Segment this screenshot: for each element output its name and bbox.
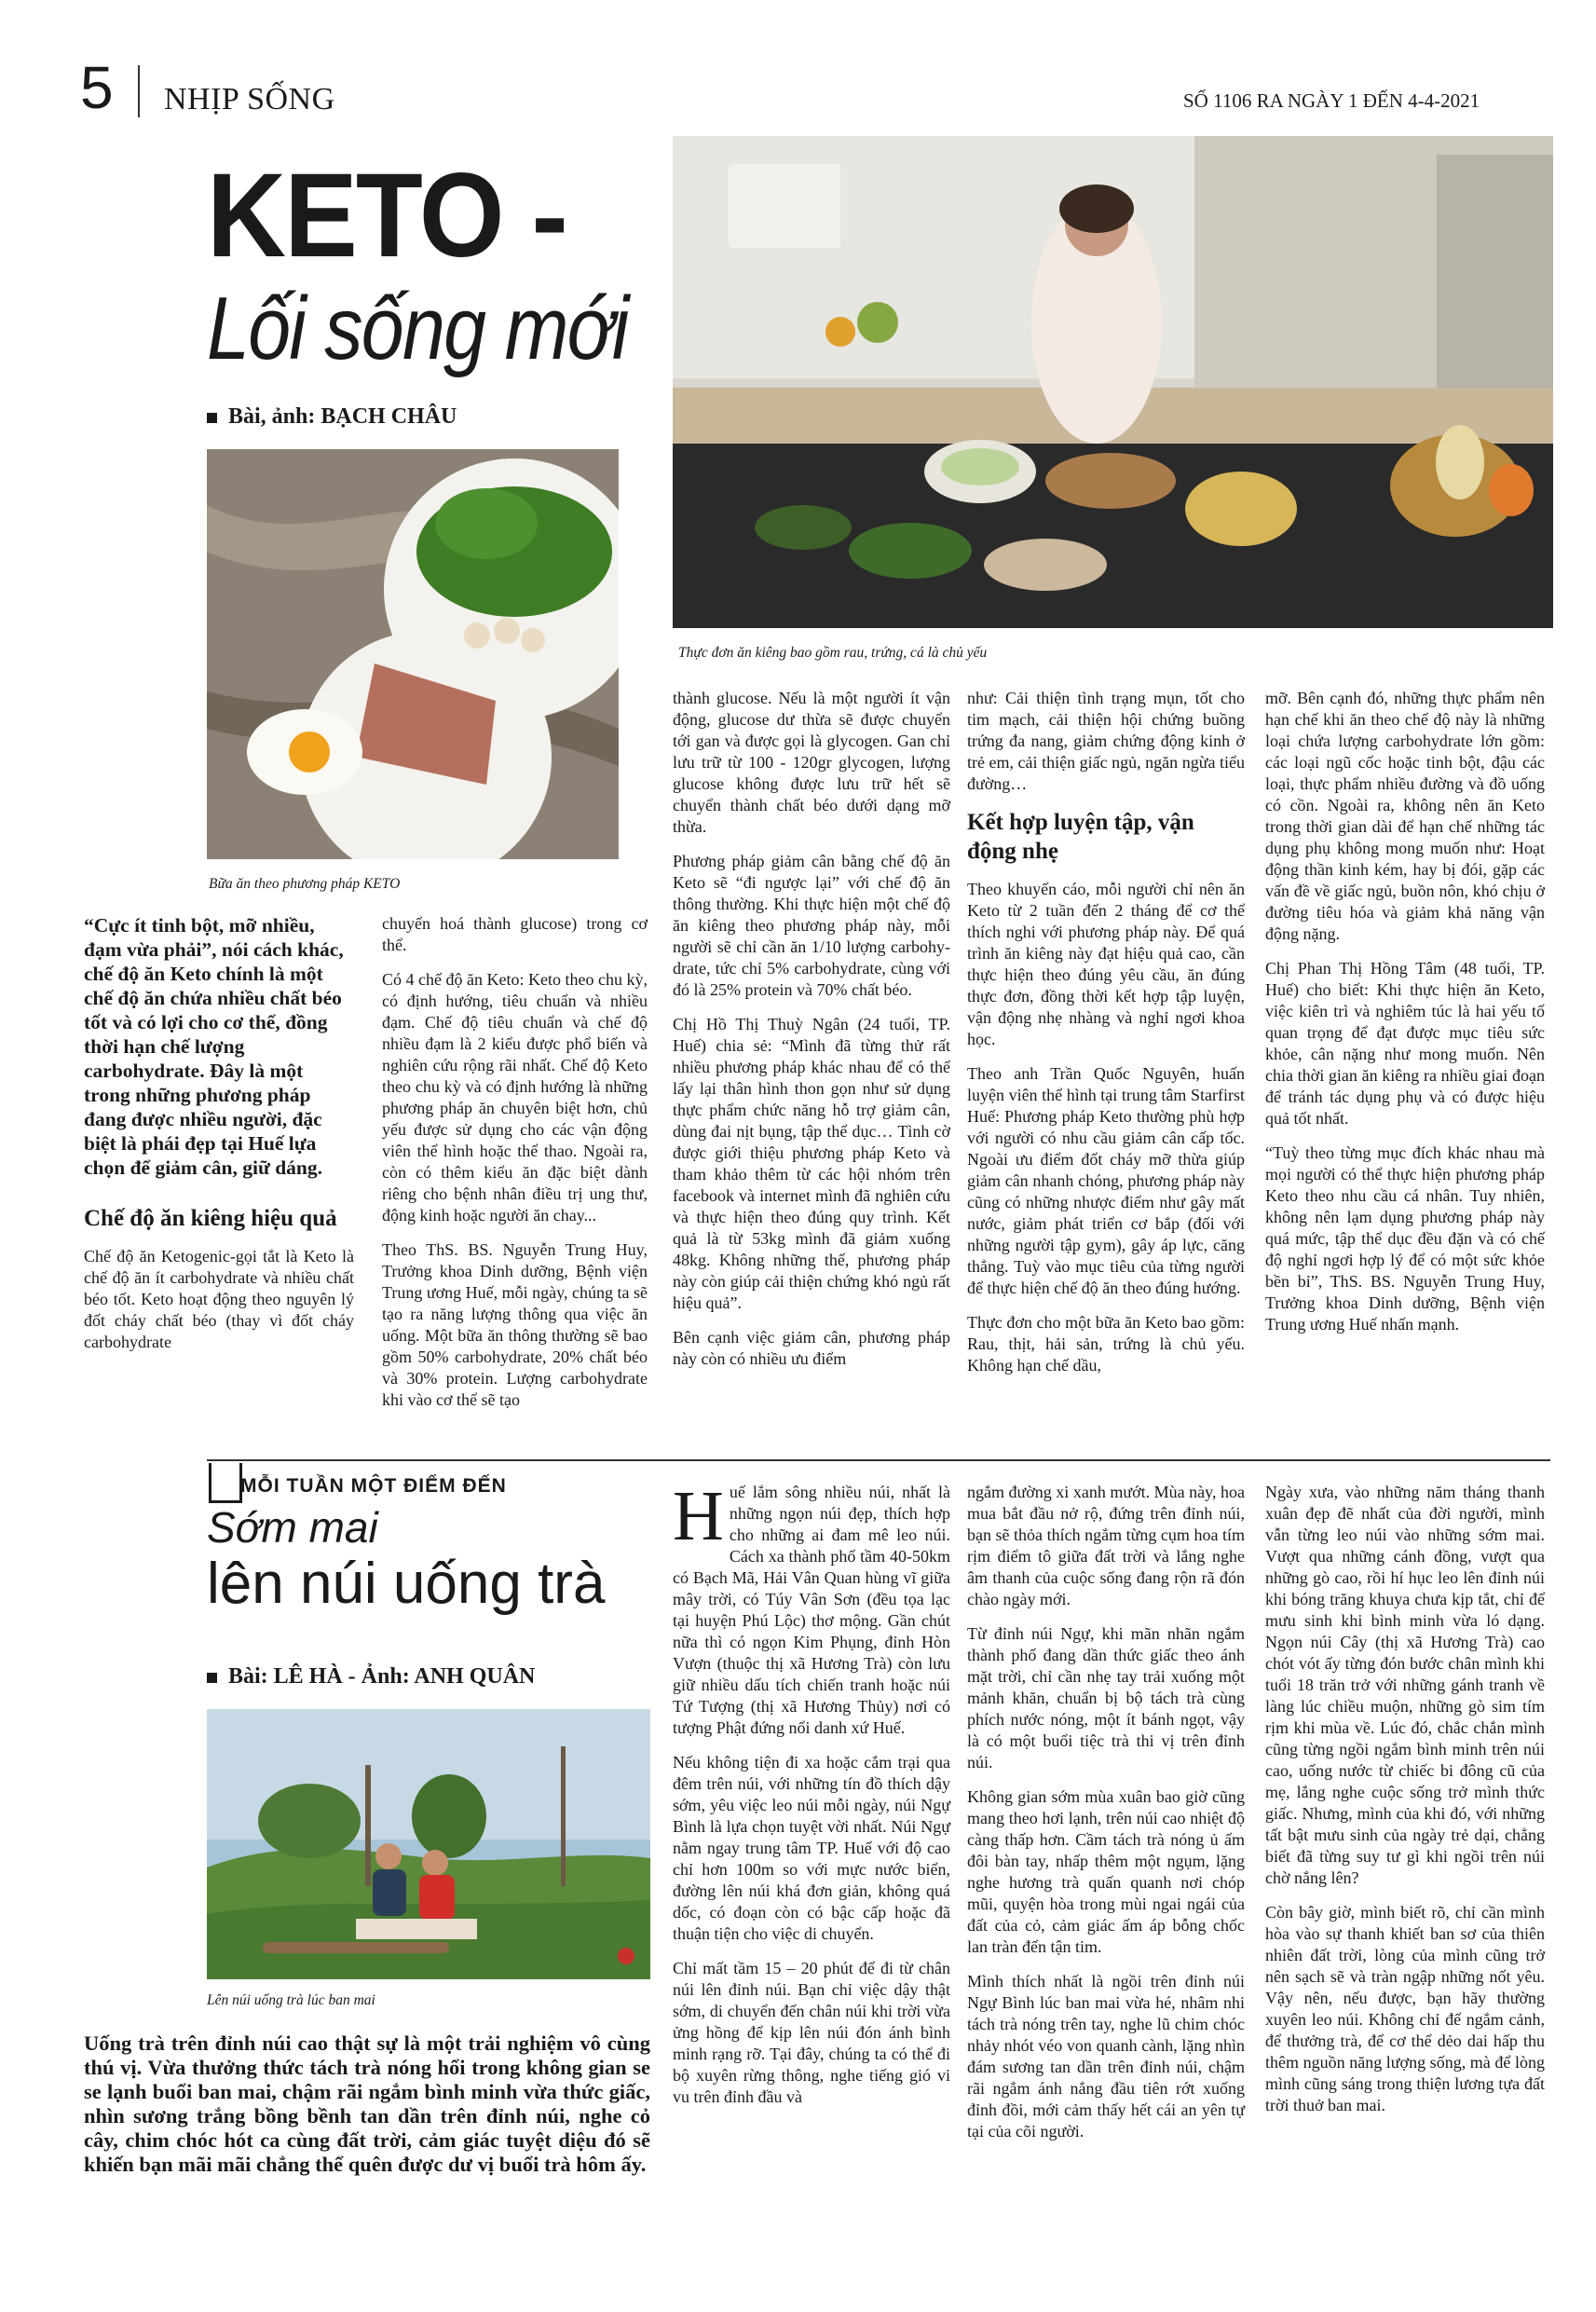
paragraph: Phương pháp giảm cân bằng chế độ ăn Keto sẽ “đi ngược lại” với chế độ ăn thông thường. Khi thực hiện một chế độ ăn kiêng theo phương pháp này, mỗi người sẽ chỉ cần ăn 1/10 lượng carbohy-drate, tức chỉ 5% carbohydrate, cùng với đó là 25% protein và 70% chất béo.	[673, 852, 950, 999]
paragraph: chuyển hoá thành glucose) trong cơ thể.	[382, 914, 648, 954]
article1-column5	[1265, 688, 1545, 1348]
article2-title-line2: lên núi uống trà	[207, 1552, 606, 1616]
paragraph: Bên cạnh việc giảm cân, phương pháp này còn có nhiều ưu điểm	[673, 1328, 950, 1368]
article2-column1	[673, 1477, 950, 2121]
keto-meal-photo	[207, 449, 619, 859]
article1-column2	[382, 913, 648, 1424]
byline: Bài, ảnh: BẠCH CHÂU	[207, 404, 457, 430]
article2-column2	[967, 1482, 1245, 2155]
column-bracket-icon	[209, 1463, 242, 1503]
paragraph: Mình thích nhất là ngồi trên đỉnh núi Ngự Bình lúc ban mai vừa hé, nhâm nhi tách trà nóng trên tay, nghe lũ chim chóc nhảy nhót véo von quanh cành, lặng nhìn đám sương tan dần trên đỉnh núi, chậm rãi ngắm ánh nắng đầu tiên rớt xuống đỉnh đồi, mới cảm thấy hết cái an yên tự tại của cõi người.	[967, 1972, 1245, 2141]
bullet-square	[207, 413, 217, 423]
article1-column3	[673, 688, 950, 1383]
paragraph: Theo anh Trần Quốc Nguyên, huấn luyện viên thể hình tại trung tâm Starfirst Huế: Phương pháp Keto thường phù hợp với người có nhu cầu giảm cân cấp tốc. Ngoài ưu điểm đốt cháy mỡ thừa giúp giảm cân nhanh chóng, phương pháp này cũng có những nhược điểm như gây mất nước, giảm phát triển cơ bắp (đối với những người tập gym), gây áp lực, căng thẳng. Tuỳ vào mục tiêu của từng người để thực hiện chế độ ăn theo đúng hướng.	[967, 1064, 1245, 1297]
article2-column3	[1265, 1482, 1545, 2129]
paragraph: Thực đơn cho một bữa ăn Keto bao gồm: Rau, thịt, hải sản, trứng là chủ yếu. Không hạn chế dầu,	[967, 1313, 1245, 1375]
paragraph: Có 4 chế độ ăn Keto: Keto theo chu kỳ, có định hướng, tiêu chuẩn và nhiều đạm. Chế độ tiêu chuẩn và chế độ nhiều đạm là 2 kiểu được phổ biến và nghiên cứu rộng rãi nhất. Chế độ Keto theo chu kỳ và có định hướng là những phương pháp ăn chuyên biệt hơn, chủ yếu được sử dụng cho các vận động viên thể hình hoặc thể thao. Ngoài ra, còn có thêm kiểu ăn đặc biệt dành riêng cho bệnh nhân điều trị ung thư, động kinh hoặc người ăn chay...	[382, 970, 648, 1224]
paragraph: Huế lắm sông nhiều núi, nhất là những ngọn núi đẹp, thích hợp cho những ai đam mê leo núi. Cách xa thành phố tầm 40-50km có Bạch Mã, Hải Vân Quan hùng vĩ giữa mây trời, có Túy Vân Sơn (đều tọa lạc tại huyện Phú Lộc) thơ mộng. Gần chút nữa thì có ngọn Kim Phụng, đỉnh Hòn Vượn (thuộc thị xã Hương Trà) còn lưu giữ nhiều dấu tích chiến tranh hoặc núi Tứ Tượng (thị xã Hương Thủy) nơi có tượng Phật đứng nổi danh xứ Huế.	[673, 1477, 950, 1737]
paragraph: thành glucose. Nếu là một người ít vận động, glucose dư thừa sẽ được chuyển tới gan và được gọi là glycogen. Gan chỉ lưu trữ từ 100 - 120gr glycogen, lượng glucose không được lưu trữ hết sẽ chuyển thành chất béo dưới dạng mỡ thừa.	[673, 689, 950, 836]
drop-cap: H	[673, 1477, 724, 1555]
article2-lead: Uống trà trên đỉnh núi cao thật sự là một trải nghiệm vô cùng thú vị. Vừa thưởng thức tách trà nóng hổi trong không gian se se lạnh buổi ban mai, chậm rãi ngắm bình minh vừa thức giấc, nhìn sương trắng bồng bềnh tan dần trên đỉnh núi, nghe cỏ cây, chim chóc hót ca cùng đất trời, cảm giác tuyệt diệu đó sẽ khiến bạn mãi mãi chẳng thể quên được dư vị buổi trà hôm ấy.	[84, 2032, 650, 2176]
paragraph: Chị Hồ Thị Thuỳ Ngân (24 tuổi, TP. Huế) chia sẻ: “Mình đã từng thử rất nhiều phương pháp khác nhau để có thể lấy lại thân hình thon gọn như sử dụng thực phẩm chức năng hỗ trợ giảm cân, dùng đai nịt bụng, tập thể dục… Tình cờ được giới thiệu phương pháp Keto và tham khảo thêm từ các hội nhóm trên facebook và internet mình đã nghiên cứu và thực hiện theo đúng quy trình. Kết quả là từ 53kg mình đã giảm xuống 48kg. Không những thế, phương pháp này còn giúp cải thiện chứng khó ngủ rất hiệu quả”.	[673, 1015, 950, 1312]
paragraph: như: Cải thiện tình trạng mụn, tốt cho tim mạch, cải thiện hội chứng buồng trứng đa nang, giảm chứng động kinh ở trẻ em, cải thiện giấc ngủ, ngăn ngừa tiểu đường…	[967, 689, 1245, 793]
issue-info: SỐ 1106 RA NGÀY 1 ĐẾN 4-4-2021	[1183, 89, 1480, 112]
section-divider	[207, 1459, 1550, 1461]
article2-title-line1: Sớm mai	[207, 1503, 378, 1552]
paragraph: Còn bây giờ, mình biết rõ, chỉ cần mình hòa vào sự thanh khiết ban sơ của thiên nhiên đất trời, lòng của mình cũng trở nên sạch sẽ và tràn ngập những nốt yêu. Vậy nên, nếu được, bạn hãy thường xuyên leo núi. Không chỉ để ngắm cảnh, để thưởng trà, để cơ thể dẻo dai hấp thu thêm nguồn năng lượng sống, mà để lòng mình cũng sáng trong thiện lương tựa đất trời thuở ban mai.	[1265, 1903, 1545, 2114]
main-photo-keto-kitchen	[673, 136, 1553, 628]
column-label: MỖI TUẦN MỘT ĐIỂM ĐẾN	[240, 1475, 507, 1497]
paragraph: Theo khuyến cáo, mỗi người chỉ nên ăn Keto từ 2 tuần đến 2 tháng để cơ thể thích nghi với phương pháp này. Để quá trình ăn kiêng này đạt hiệu quả cao, cần thực hiện theo đúng yêu cầu, ăn đúng thực đơn, đồng thời kết hợp tập luyện, vận động nhẹ nhàng và nghỉ ngơi khoa học.	[967, 880, 1245, 1048]
paragraph: Chế độ ăn Ketogenic-gọi tắt là Keto là chế độ ăn ít carbohydrate và nhiều chất béo tốt. Keto hoạt động theo nguyên lý đốt cháy chất béo (thay vì đốt cháy carbohydrate	[84, 1247, 354, 1351]
header-divider	[138, 65, 140, 117]
paragraph: Chỉ mất tầm 15 – 20 phút để đi từ chân núi lên đỉnh núi. Bạn chỉ việc dậy thật sớm, di chuyển đến chân núi khi trời vừa ửng hồng để kịp lên núi đón ánh bình minh rạng rỡ. Tại đây, chúng ta có thể đi bộ xuyên rừng thông, nghe tiếng gió vi vu trên đỉnh đầu và	[673, 1959, 950, 2106]
paragraph: Nếu không tiện đi xa hoặc cắm trại qua đêm trên núi, với những tín đồ thích dậy sớm, yêu việc leo núi mỗi ngày, núi Ngự Bình là lựa chọn tuyệt vời nhất. Núi Ngự nằm ngay trung tâm TP. Huế với độ cao chỉ hơn 100m so với mực nước biển, đường lên núi khá đơn giản, không quá dốc, có đoạn còn có bậc cấp hoặc đã thuận tiện cho việc di chuyển.	[673, 1753, 950, 1943]
tea-on-mountain-photo	[207, 1709, 650, 1979]
paragraph: “Tuỳ theo từng mục đích khác nhau mà mọi người có thể thực hiện phương pháp Keto theo nhu cầu cá nhân. Tuy nhiên, không nên lạm dụng phương pháp này quá mức, tập thể dục đều đặn và có chế độ nghỉ ngơi hợp lý để có một sức khỏe bền bỉ”, ThS. BS. Nguyễn Trung Huy, Trưởng khoa Dinh dưỡng, Bệnh viện Trung ương Huế nhấn mạnh.	[1265, 1143, 1545, 1334]
page-number: 5	[80, 54, 114, 121]
article1-column1	[84, 913, 354, 1366]
paragraph: Từ đỉnh núi Ngự, khi mãn nhãn ngắm thành phố đang dần thức giấc theo ánh mặt trời, chỉ cần nhẹ tay trải xuống một mảnh khăn, chuẩn bị bộ tách trà cùng phích nước nóng, một ít bánh ngọt, vậy là có một buổi tiệc trà thi vị trên đỉnh núi.	[967, 1624, 1245, 1772]
section-label: NHỊP SỐNG	[164, 82, 335, 116]
lead-paragraph: “Cực ít tinh bột, mỡ nhiều, đạm vừa phải”, nói cách khác, chế độ ăn Keto chính là một chế độ ăn chứa nhiều chất béo tốt và có lợi cho cơ thể, đồng thời hạn chế lượng carbohydrate. Đây là một trong những phương pháp đang được nhiều người, đặc biệt là phái đẹp tại Huế lựa chọn để giảm cân, giữ dáng.	[84, 914, 344, 1179]
subhead-exercise: Kết hợp luyện tập, vận động nhẹ	[967, 810, 1194, 864]
article2-photo-caption: Lên núi uống trà lúc ban mai	[207, 1992, 375, 2008]
paragraph: mỡ. Bên cạnh đó, những thực phẩm nên hạn chế khi ăn theo chế độ này là những loại chứa lượng carbohydrate lớn gồm: các loại ngũ cốc hoặc tinh bột, đậu các loại, thực phẩm nhiều đường và đồ uống có cồn. Ngoài ra, không nên ăn Keto trong thời gian dài để hạn chế những tác dụng phụ không mong muốn như: Hoạt động thần kinh kém, hay bị đói, gặp các vấn đề về giấc ngủ, buồn nôn, khó chịu ở đường tiêu hóa và giảm khả năng vận động nặng.	[1265, 689, 1545, 943]
bullet-square	[207, 1673, 217, 1683]
meal-photo-caption: Bữa ăn theo phương pháp KETO	[209, 876, 401, 892]
article1-column4	[967, 688, 1245, 1389]
paragraph: Theo ThS. BS. Nguyễn Trung Huy, Trưởng khoa Dinh dưỡng, Bệnh viện Trung ương Huế, mỗi ngày, chúng ta sẽ tạo ra năng lượng thông qua việc ăn uống. Một bữa ăn thông thường sẽ bao gồm 50% carbohydrate, 20% chất béo và 30% protein. Lượng carbohydrate khi vào cơ thể sẽ tạo	[382, 1240, 648, 1409]
subhead-effective-diet: Chế độ ăn kiêng hiệu quả	[84, 1206, 337, 1231]
paragraph: Không gian sớm mùa xuân bao giờ cũng mang theo hơi lạnh, trên núi cao nhiệt độ càng thấp hơn. Cầm tách trà nóng ủ ấm đôi bàn tay, nhấp thêm một ngụm, lặng nghe hương trà quấn quanh nơi chóp mũi, quyện hòa trong mùi ngai ngái của đất của cỏ, cảm giác ấm áp bỗng chốc lan tràn đến tận tim.	[967, 1787, 1245, 1956]
article-title-line1: KETO -	[207, 149, 566, 282]
paragraph: Ngày xưa, vào những năm tháng thanh xuân đẹp đẽ nhất của đời người, mình vẫn từng leo núi vào những sớm mai. Vượt qua những cánh đồng, vượt qua những gò cao, rồi hí hục leo lên đỉnh núi khi bóng trăng khuya chưa kịp tắt, chỉ để mưu sinh khi bình minh vừa ló dạng. Ngọn núi Cây (thị xã Hương Trà) cao chót vót ấy từng đón bước chân mình khi tuổi 18 trăn trở với những gánh tranh về làng lúc chiều muộn, những gò sim tím rịm khi mùa về. Lúc đó, chắc chắn mình cũng từng ngồi ngắm bình minh trên núi cao, uống nước từ chiếc bi đông cũ của mẹ, lắng nghe cuộc sống trở mình thức giấc. Nhưng, mình của khi đó, với những tất bật mưu sinh của ngày trẻ dại, chẳng biết đã từng suy tư gì khi ngồi trên núi chờ nắng lên?	[1265, 1483, 1545, 1887]
article-title-line2: Lối sống mới	[207, 279, 628, 378]
article2-byline: Bài: LÊ HÀ - Ảnh: ANH QUÂN	[207, 1664, 535, 1690]
paragraph: ngắm đường xi xanh mướt. Mùa này, hoa mua bắt đầu nở rộ, đứng trên đỉnh núi, bạn sẽ thỏa thích ngắm từng cụm hoa tím rịm điểm tô giữa đất trời và lắng nghe âm thanh của cuộc sống đang rộn rã đón chào ngày mới.	[967, 1483, 1245, 1608]
paragraph: Chị Phan Thị Hồng Tâm (48 tuổi, TP. Huế) cho biết: Khi thực hiện ăn Keto, việc kiên trì và nghiêm túc là hai yếu tố quan trọng để đạt được mục tiêu sức khỏe, cân nặng như mong muốn. Nên chia thời gian ăn kiêng ra nhiều giai đoạn để tránh tác dụng phụ và có được hiệu quả tốt nhất.	[1265, 959, 1545, 1128]
main-photo-caption: Thực đơn ăn kiêng bao gồm rau, trứng, cá là chủ yếu	[678, 645, 988, 661]
